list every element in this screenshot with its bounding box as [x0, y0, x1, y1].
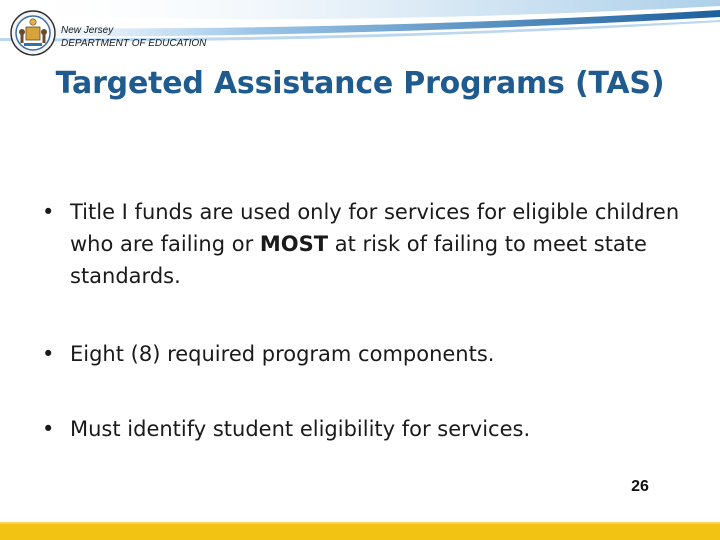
- org-name-line1: New Jersey: [61, 25, 114, 36]
- bullet-text-part: Title I funds are used only for services for eligible children who are failing or: [70, 200, 680, 256]
- slide-title: Targeted Assistance Programs (TAS): [55, 66, 665, 101]
- page-number: 26: [631, 478, 649, 495]
- org-name: [61, 24, 206, 50]
- bullet-dot-icon: •: [42, 200, 55, 224]
- bullet-list: [40, 196, 680, 445]
- org-name-line2: DEPARTMENT OF EDUCATION: [61, 38, 207, 49]
- bullet-dot-icon: •: [42, 342, 55, 366]
- bullet-item: [40, 196, 680, 292]
- bullet-item: [40, 413, 680, 445]
- footer-bar: [0, 524, 720, 540]
- bullet-text: Eight (8) required program components.: [70, 342, 495, 366]
- bullet-item: [40, 338, 680, 370]
- bullet-dot-icon: •: [42, 417, 55, 441]
- bullet-text: Must identify student eligibility for services.: [70, 417, 531, 441]
- bullet-emphasis: MOST: [259, 232, 329, 256]
- nj-state-seal-icon: [10, 10, 56, 56]
- bullet-text-part: at risk of failing to meet state standards.: [70, 232, 647, 288]
- bullet-text: [70, 200, 679, 288]
